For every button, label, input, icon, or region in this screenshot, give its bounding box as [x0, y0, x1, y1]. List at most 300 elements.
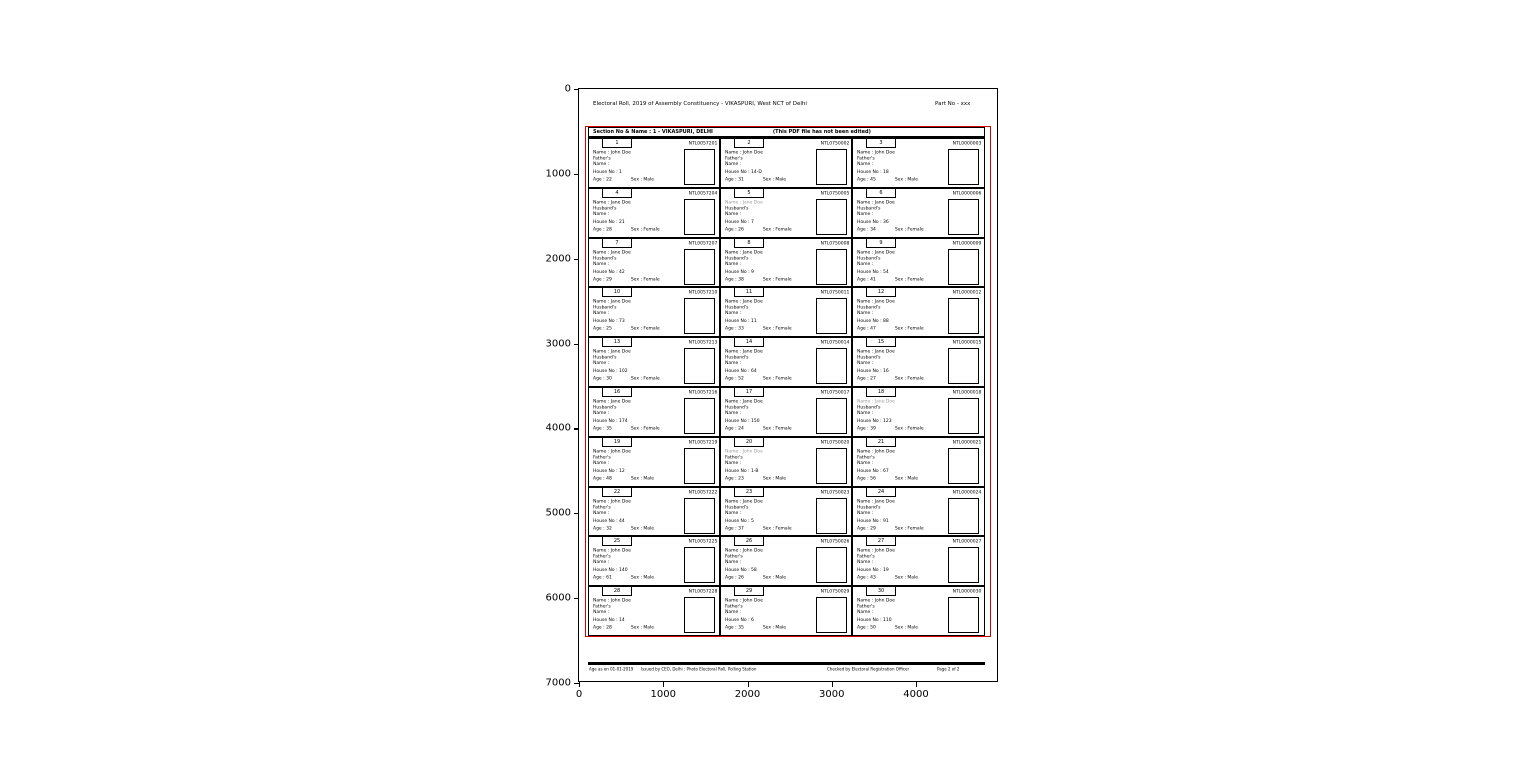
sex-value: Sex : Male: [762, 575, 786, 581]
house-number-line: House No : 11: [724, 318, 757, 324]
relation-label-line2: Name :: [857, 609, 874, 615]
voter-name-line: Name : Jane Doe: [592, 249, 631, 255]
house-number-line: House No : 54: [857, 269, 889, 275]
age-sex-line: [725, 177, 818, 183]
serial-number-box: [866, 537, 896, 546]
epic-number: NTL0750014: [820, 340, 850, 346]
voter-photo-placeholder: [948, 597, 979, 633]
y-axis-tick-label: 3000: [545, 338, 571, 350]
serial-number: 3: [879, 140, 883, 146]
x-axis-tick-label: 0: [575, 689, 583, 700]
voter-details: [725, 499, 818, 532]
voter-photo-placeholder: [684, 448, 715, 484]
house-number-line: House No : 174: [592, 418, 628, 424]
voter-name-line: Name : John Doe: [857, 598, 896, 604]
voter-row: [589, 535, 984, 585]
serial-number-box: [602, 388, 632, 397]
house-number-line: House No : 36: [857, 219, 889, 225]
age-sex-line: [725, 525, 818, 531]
epic-number: NTL0057222: [688, 489, 717, 495]
voter-name-line: Name : Jane Doe: [724, 398, 763, 404]
serial-number: 26: [745, 538, 753, 544]
voter-card: [851, 288, 983, 336]
voter-photo-placeholder: [948, 547, 979, 583]
epic-number: NTL0057225: [688, 539, 717, 545]
age-value: Age : 50: [857, 625, 876, 631]
voter-card: [589, 488, 719, 536]
relation-label-line2: Name :: [724, 510, 742, 516]
serial-number: 29: [745, 588, 753, 594]
plot-area: [545, 83, 998, 700]
voter-name-line: Name : Jane Doe: [592, 199, 631, 205]
voter-row: [589, 336, 984, 386]
voter-name-line: Name : John Doe: [592, 448, 631, 454]
relation-label-line1: Husband's: [592, 205, 616, 211]
relation-label-line2: Name :: [724, 311, 742, 317]
epic-number: NTL0750002: [820, 141, 850, 146]
y-axis-tick-label: 7000: [545, 677, 571, 689]
voter-photo-placeholder: [684, 498, 715, 534]
voter-details: [857, 299, 950, 332]
age-value: Age : 25: [592, 326, 612, 332]
voter-photo-placeholder: [684, 348, 715, 384]
serial-number-box: [866, 139, 896, 148]
relation-label-line1: Husband's: [724, 305, 749, 311]
voter-card: [589, 388, 719, 436]
epic-number: NTL0750023: [820, 489, 850, 495]
relation-label-line2: Name :: [724, 410, 742, 416]
serial-number: 9: [879, 239, 883, 246]
epic-number: NTL0057213: [688, 340, 717, 346]
relation-label-line1: Husband's: [857, 305, 881, 311]
relation-label-line2: Name :: [857, 311, 874, 317]
age-value: Age : 29: [592, 276, 612, 282]
voter-photo-placeholder: [816, 298, 847, 334]
house-number-line: House No : 16: [857, 368, 889, 374]
x-axis-tick: [832, 682, 833, 687]
x-axis-tick-label: 2000: [734, 689, 761, 700]
serial-number-box: [602, 239, 632, 248]
voter-details: [857, 449, 950, 482]
voter-details: [593, 250, 686, 283]
house-number-line: House No : 21: [592, 219, 625, 225]
age-value: Age : 39: [857, 425, 876, 431]
house-number-line: House No : 42: [592, 269, 625, 275]
footer-divider: [588, 662, 985, 665]
serial-number: 10: [613, 289, 620, 295]
part-number: Part No - xxx: [935, 100, 971, 107]
voter-details: [593, 548, 686, 581]
voter-name-line: Name : Jane Doe: [724, 199, 763, 205]
voter-details: [857, 399, 950, 432]
sex-value: Sex : Female: [762, 525, 792, 531]
age-value: Age : 27: [857, 376, 876, 382]
voter-row: [589, 187, 984, 237]
relation-label-line1: Husband's: [724, 355, 749, 361]
serial-number: 6: [879, 189, 883, 196]
house-number-line: House No : 91: [857, 518, 889, 524]
y-axis-tick: [574, 513, 579, 514]
serial-number: 24: [877, 488, 885, 495]
epic-number: NTL0057201: [688, 141, 717, 146]
page-red-border: [585, 126, 991, 637]
serial-number: 30: [877, 588, 885, 594]
age-value: Age : 24: [724, 425, 744, 431]
serial-number: 27: [877, 538, 885, 544]
sex-value: Sex : Male: [762, 625, 786, 631]
relation-label-line2: Name :: [592, 560, 609, 566]
page-footer: [579, 667, 999, 677]
y-axis-tick-label: 5000: [545, 507, 571, 519]
age-sex-line: [857, 525, 950, 531]
epic-number: NTL0057219: [688, 439, 717, 445]
voter-details: [857, 548, 950, 581]
y-axis-tick-label: 2000: [545, 253, 571, 265]
footer-issue-note: Issued by CEO, Delhi : Photo Electoral Roll, Polling Station: [641, 667, 757, 672]
epic-number: NTL0057210: [688, 290, 717, 296]
y-axis-tick-label: 6000: [545, 592, 571, 604]
epic-number: NTL0000006: [952, 190, 982, 196]
voter-row: [589, 286, 984, 336]
relation-label-line1: Husband's: [724, 255, 749, 261]
y-axis-tick-label: 1000: [545, 168, 571, 180]
voter-name-line: Name : Jane Doe: [857, 299, 895, 305]
epic-number: NTL0750020: [820, 439, 850, 445]
voter-details: [857, 150, 950, 183]
serial-number-box: [734, 587, 764, 596]
epic-number: NTL0000009: [952, 240, 982, 246]
section-header: [589, 128, 984, 137]
house-number-line: House No : 1: [592, 169, 622, 175]
house-number-line: House No : 19: [857, 567, 889, 573]
house-number-line: House No : 1-B: [724, 468, 759, 474]
sex-value: Sex : Male: [630, 475, 654, 481]
age-value: Age : 31: [724, 176, 744, 182]
house-number-line: House No : 14-D: [724, 169, 762, 175]
age-value: Age : 41: [857, 276, 876, 282]
age-sex-line: [857, 326, 950, 332]
voter-photo-placeholder: [948, 249, 979, 285]
voter-card: [851, 438, 983, 486]
relation-label-line1: Father's: [857, 155, 875, 161]
voter-name-line: Name : John Doe: [592, 548, 631, 554]
serial-number: 21: [877, 438, 885, 445]
serial-number: 18: [877, 388, 885, 395]
relation-label-line2: Name :: [857, 261, 874, 267]
serial-number: 22: [613, 488, 620, 495]
voter-name-line: Name : Jane Doe: [592, 349, 631, 355]
voter-photo-placeholder: [684, 149, 715, 185]
serial-number-box: [602, 288, 632, 297]
voter-row: [589, 237, 984, 287]
serial-number-box: [602, 587, 632, 596]
voter-details: [593, 449, 686, 482]
relation-label-line2: Name :: [592, 311, 609, 317]
voter-card: [719, 239, 851, 287]
voter-photo-placeholder: [816, 448, 847, 484]
relation-label-line1: Father's: [857, 454, 875, 460]
epic-number: NTL0057228: [688, 589, 717, 595]
section-edit-note: (This PDF file has not been edited): [772, 129, 871, 135]
age-value: Age : 26: [724, 575, 744, 581]
voter-name-line: Name : John Doe: [857, 150, 896, 155]
voter-card: [719, 189, 851, 237]
serial-number-box: [734, 239, 764, 248]
voter-details: [725, 250, 818, 283]
sex-value: Sex : Female: [762, 425, 792, 431]
y-axis-tick: [574, 174, 579, 175]
voter-photo-placeholder: [948, 298, 979, 334]
epic-number: NTL0000027: [952, 539, 982, 545]
relation-label-line2: Name :: [724, 161, 742, 167]
sex-value: Sex : Male: [630, 625, 654, 631]
age-sex-line: [857, 625, 950, 631]
relation-label-line1: Father's: [724, 554, 743, 560]
voter-card: [719, 488, 851, 536]
relation-label-line2: Name :: [857, 460, 874, 466]
relation-label-line1: Husband's: [724, 504, 749, 510]
voter-name-line: Name : Jane Doe: [857, 398, 895, 404]
voter-card: [851, 388, 983, 436]
voter-photo-placeholder: [816, 498, 847, 534]
sex-value: Sex : Male: [630, 575, 654, 581]
house-number-line: House No : 44: [592, 518, 625, 524]
age-sex-line: [725, 376, 818, 382]
relation-label-line1: Father's: [592, 504, 611, 510]
voter-card: [719, 338, 851, 386]
relation-label-line2: Name :: [857, 211, 874, 217]
house-number-line: House No : 5: [724, 518, 754, 524]
age-sex-line: [725, 227, 818, 233]
relation-label-line1: Husband's: [592, 255, 616, 261]
epic-number: NTL0750017: [820, 389, 850, 395]
voter-card: [589, 438, 719, 486]
relation-label-line2: Name :: [857, 560, 874, 566]
relation-label-line2: Name :: [857, 161, 874, 167]
epic-number: NTL0000021: [952, 439, 982, 445]
x-axis-tick: [663, 682, 664, 687]
serial-number: 2: [747, 140, 751, 146]
sex-value: Sex : Female: [894, 425, 924, 431]
voter-photo-placeholder: [684, 298, 715, 334]
relation-label-line2: Name :: [857, 360, 874, 366]
age-value: Age : 48: [592, 475, 612, 481]
voter-photo-placeholder: [948, 348, 979, 384]
voter-name-line: Name : Jane Doe: [592, 398, 631, 404]
age-sex-line: [725, 575, 818, 581]
x-axis-tick-label: 4000: [903, 689, 929, 700]
epic-number: NTL0057216: [688, 389, 717, 395]
age-value: Age : 30: [592, 376, 612, 382]
relation-label-line2: Name :: [592, 211, 609, 217]
serial-number-box: [866, 239, 896, 248]
age-value: Age : 45: [857, 176, 876, 182]
relation-label-line1: Husband's: [857, 355, 881, 361]
voter-name-line: Name : Jane Doe: [724, 498, 763, 504]
relation-label-line2: Name :: [857, 410, 874, 416]
sex-value: Sex : Male: [894, 625, 919, 631]
serial-number-box: [602, 438, 632, 447]
age-value: Age : 34: [857, 226, 876, 232]
voter-photo-placeholder: [816, 249, 847, 285]
epic-number: NTL0000018: [952, 389, 982, 395]
sex-value: Sex : Female: [630, 326, 660, 332]
voter-card: [851, 139, 983, 187]
relation-label-line2: Name :: [724, 560, 742, 566]
sex-value: Sex : Male: [894, 575, 919, 581]
x-axis-tick-label: 1000: [650, 689, 676, 700]
voter-details: [593, 399, 686, 432]
house-number-line: House No : 12: [592, 468, 625, 474]
sex-value: Sex : Male: [894, 176, 919, 182]
relation-label-line1: Husband's: [592, 355, 616, 361]
relation-label-line2: Name :: [724, 360, 742, 366]
relation-label-line1: Father's: [857, 604, 875, 610]
voter-name-line: Name : Jane Doe: [857, 349, 895, 355]
house-number-line: House No : 6: [724, 617, 754, 623]
serial-number-box: [866, 438, 896, 447]
voter-photo-placeholder: [816, 199, 847, 235]
voter-photo-placeholder: [948, 498, 979, 534]
voter-card: [719, 139, 851, 187]
age-sex-line: [593, 575, 686, 581]
voter-row: [589, 436, 984, 486]
relation-label-line1: Husband's: [857, 404, 881, 410]
serial-number: 11: [745, 289, 753, 295]
voter-card: [719, 438, 851, 486]
house-number-line: House No : 150: [724, 418, 760, 424]
sex-value: Sex : Female: [630, 226, 660, 232]
voter-card: [719, 537, 851, 585]
serial-number-box: [734, 189, 764, 198]
serial-number: 4: [614, 189, 619, 196]
serial-number: 20: [745, 438, 753, 445]
relation-label-line2: Name :: [724, 211, 742, 217]
relation-label-line2: Name :: [592, 460, 609, 466]
voter-name-line: Name : John Doe: [592, 498, 631, 504]
voter-name-line: Name : Jane Doe: [857, 199, 895, 205]
voter-photo-placeholder: [948, 448, 979, 484]
y-axis-tick-label: 0: [564, 83, 571, 95]
house-number-line: House No : 9: [724, 269, 754, 275]
voter-card: [589, 537, 719, 585]
sex-value: Sex : Female: [894, 525, 924, 531]
y-axis-tick: [574, 344, 579, 345]
serial-number-box: [734, 388, 764, 397]
voter-details: [593, 499, 686, 532]
voter-name-line: Name : John Doe: [857, 548, 896, 554]
age-value: Age : 47: [857, 326, 876, 332]
voter-details: [857, 499, 950, 532]
relation-label-line2: Name :: [857, 510, 874, 516]
voter-details: [725, 399, 818, 432]
serial-number-box: [602, 488, 632, 497]
sex-value: Sex : Female: [762, 276, 792, 282]
voter-details: [857, 598, 950, 631]
serial-number: 14: [745, 339, 753, 345]
voter-photo-placeholder: [684, 199, 715, 235]
age-value: Age : 29: [857, 525, 876, 531]
age-sex-line: [857, 426, 950, 432]
voter-card: [589, 587, 719, 635]
voter-details: [725, 349, 818, 382]
voter-photo-placeholder: [816, 348, 847, 384]
serial-number-box: [866, 338, 896, 347]
house-number-line: House No : 7: [724, 219, 754, 225]
relation-label-line1: Husband's: [592, 305, 616, 311]
voter-row: [589, 585, 984, 635]
y-axis-tick: [574, 259, 579, 260]
serial-number: 19: [613, 438, 620, 445]
house-number-line: House No : 110: [857, 617, 892, 623]
voter-photo-placeholder: [684, 249, 715, 285]
voter-photo-placeholder: [948, 149, 979, 185]
relation-label-line1: Husband's: [857, 205, 881, 211]
age-value: Age : 23: [724, 475, 744, 481]
voter-card: [851, 239, 983, 287]
serial-number-box: [866, 488, 896, 497]
serial-number-box: [602, 189, 632, 198]
voter-name-line: Name : Jane Doe: [857, 498, 895, 504]
voter-name-line: Name : Jane Doe: [857, 249, 895, 255]
epic-number: NTL0000030: [952, 589, 982, 595]
serial-number-box: [602, 338, 632, 347]
serial-number-box: [866, 587, 896, 596]
epic-number: NTL0000012: [952, 290, 982, 296]
age-value: Age : 37: [724, 525, 744, 531]
voter-card: [589, 288, 719, 336]
age-value: Age : 43: [857, 575, 876, 581]
voter-card: [851, 537, 983, 585]
relation-label-line2: Name :: [724, 261, 742, 267]
serial-number-box: [734, 139, 764, 148]
age-sex-line: [593, 227, 686, 233]
age-sex-line: [593, 326, 686, 332]
voter-name-line: Name : John Doe: [724, 448, 763, 454]
voter-card: [589, 338, 719, 386]
sex-value: Sex : Female: [894, 376, 924, 382]
relation-label-line2: Name :: [592, 261, 609, 267]
age-value: Age : 28: [592, 625, 612, 631]
age-sex-line: [593, 177, 686, 183]
age-value: Age : 35: [724, 625, 744, 631]
doc-title: Electoral Roll, 2019 of Assembly Constituency - VIKASPURI, West NCT of Delhi: [593, 100, 807, 107]
voter-details: [593, 150, 686, 183]
relation-label-line1: Father's: [592, 604, 611, 610]
relation-label-line1: Father's: [592, 454, 611, 460]
sex-value: Sex : Male: [762, 475, 786, 481]
voter-details: [857, 200, 950, 233]
age-sex-line: [593, 625, 686, 631]
house-number-line: House No : 58: [724, 567, 757, 573]
voter-photo-placeholder: [816, 149, 847, 185]
house-number-line: House No : 73: [592, 318, 625, 324]
section-title: Section No & Name : 1 - VIKASPURI, DELHI: [592, 129, 713, 135]
y-axis-tick: [574, 428, 579, 429]
voter-name-line: Name : Jane Doe: [724, 299, 763, 305]
age-sex-line: [593, 276, 686, 282]
age-value: Age : 35: [592, 425, 612, 431]
voter-grid-frame: [588, 127, 985, 636]
serial-number: 8: [747, 239, 751, 246]
sex-value: Sex : Male: [630, 176, 654, 182]
voter-name-line: Name : John Doe: [592, 598, 631, 604]
voter-photo-placeholder: [816, 597, 847, 633]
age-sex-line: [593, 376, 686, 382]
serial-number-box: [866, 288, 896, 297]
serial-number: 16: [613, 388, 620, 395]
serial-number: 23: [745, 488, 753, 495]
